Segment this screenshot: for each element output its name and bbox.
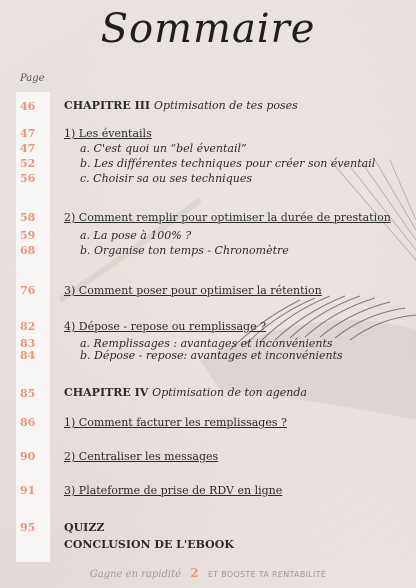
toc-section-link[interactable]: 2) Comment remplir pour optimiser la durée de prestation — [64, 211, 391, 224]
toc-conclusion[interactable]: CONCLUSION DE L'EBOOK — [64, 538, 234, 551]
toc-section-link[interactable]: 3) Comment poser pour optimiser la rétention — [64, 284, 322, 297]
page-footer — [0, 566, 416, 580]
page-number: 82 — [20, 320, 36, 333]
toc-subsection: a. La pose à 100% ? — [80, 229, 192, 242]
chapter-heading — [64, 99, 298, 112]
page-number: 76 — [20, 284, 36, 297]
toc-section-link[interactable]: 1) Les éventails — [64, 127, 152, 140]
toc-subsection: c. Choisir sa ou ses techniques — [80, 172, 252, 185]
toc-section-link[interactable]: 1) Comment facturer les remplissages ? — [64, 416, 287, 429]
footer-left-text: Gagne en rapidité — [89, 569, 182, 580]
toc-section-link[interactable]: 4) Dépose - repose ou remplissage ? — [64, 320, 267, 333]
chapter-title: Optimisation de ton agenda — [152, 386, 307, 399]
footer-right-text: ET BOOSTE TA RENTABILITÉ — [207, 570, 327, 579]
chapter-heading — [64, 386, 307, 399]
toc-subsection: b. Organise ton temps - Chronomètre — [80, 244, 289, 257]
page-number: 90 — [20, 450, 36, 463]
page-number: 47 — [20, 127, 36, 140]
footer-page-number: 2 — [190, 566, 199, 580]
page-title: Sommaire — [100, 6, 316, 52]
toc-section-link[interactable]: 3) Plateforme de prise de RDV en ligne — [64, 484, 283, 497]
page-number: 85 — [20, 387, 36, 400]
page-number: 83 — [20, 337, 36, 350]
chapter-number: CHAPITRE IV — [64, 386, 149, 399]
chapter-title: Optimisation de tes poses — [153, 99, 298, 112]
page-number: 56 — [20, 172, 36, 185]
page-number: 84 — [20, 349, 36, 362]
page-number: 58 — [20, 211, 36, 224]
toc-subsection: a. C'est quoi un “bel éventail” — [80, 142, 247, 155]
chapter-number: CHAPITRE III — [64, 99, 151, 112]
page-number: 46 — [20, 100, 36, 113]
toc-subsection: a. Remplissages : avantages et inconvénients — [80, 337, 333, 350]
toc-subsection: b. Dépose - repose: avantages et inconvénients — [80, 349, 343, 362]
toc-section-link[interactable]: 2) Centraliser les messages — [64, 450, 219, 463]
page-number: 47 — [20, 142, 36, 155]
page-number: 91 — [20, 484, 36, 497]
page-number: 59 — [20, 229, 36, 242]
page-number: 86 — [20, 416, 36, 429]
page-number: 95 — [20, 521, 36, 534]
page-column-label: Page — [20, 73, 45, 84]
toc-quizz[interactable]: QUIZZ — [64, 521, 105, 534]
page-number: 52 — [20, 157, 36, 170]
page-number: 68 — [20, 244, 36, 257]
toc-subsection: b. Les différentes techniques pour créer son éventail — [80, 157, 376, 170]
